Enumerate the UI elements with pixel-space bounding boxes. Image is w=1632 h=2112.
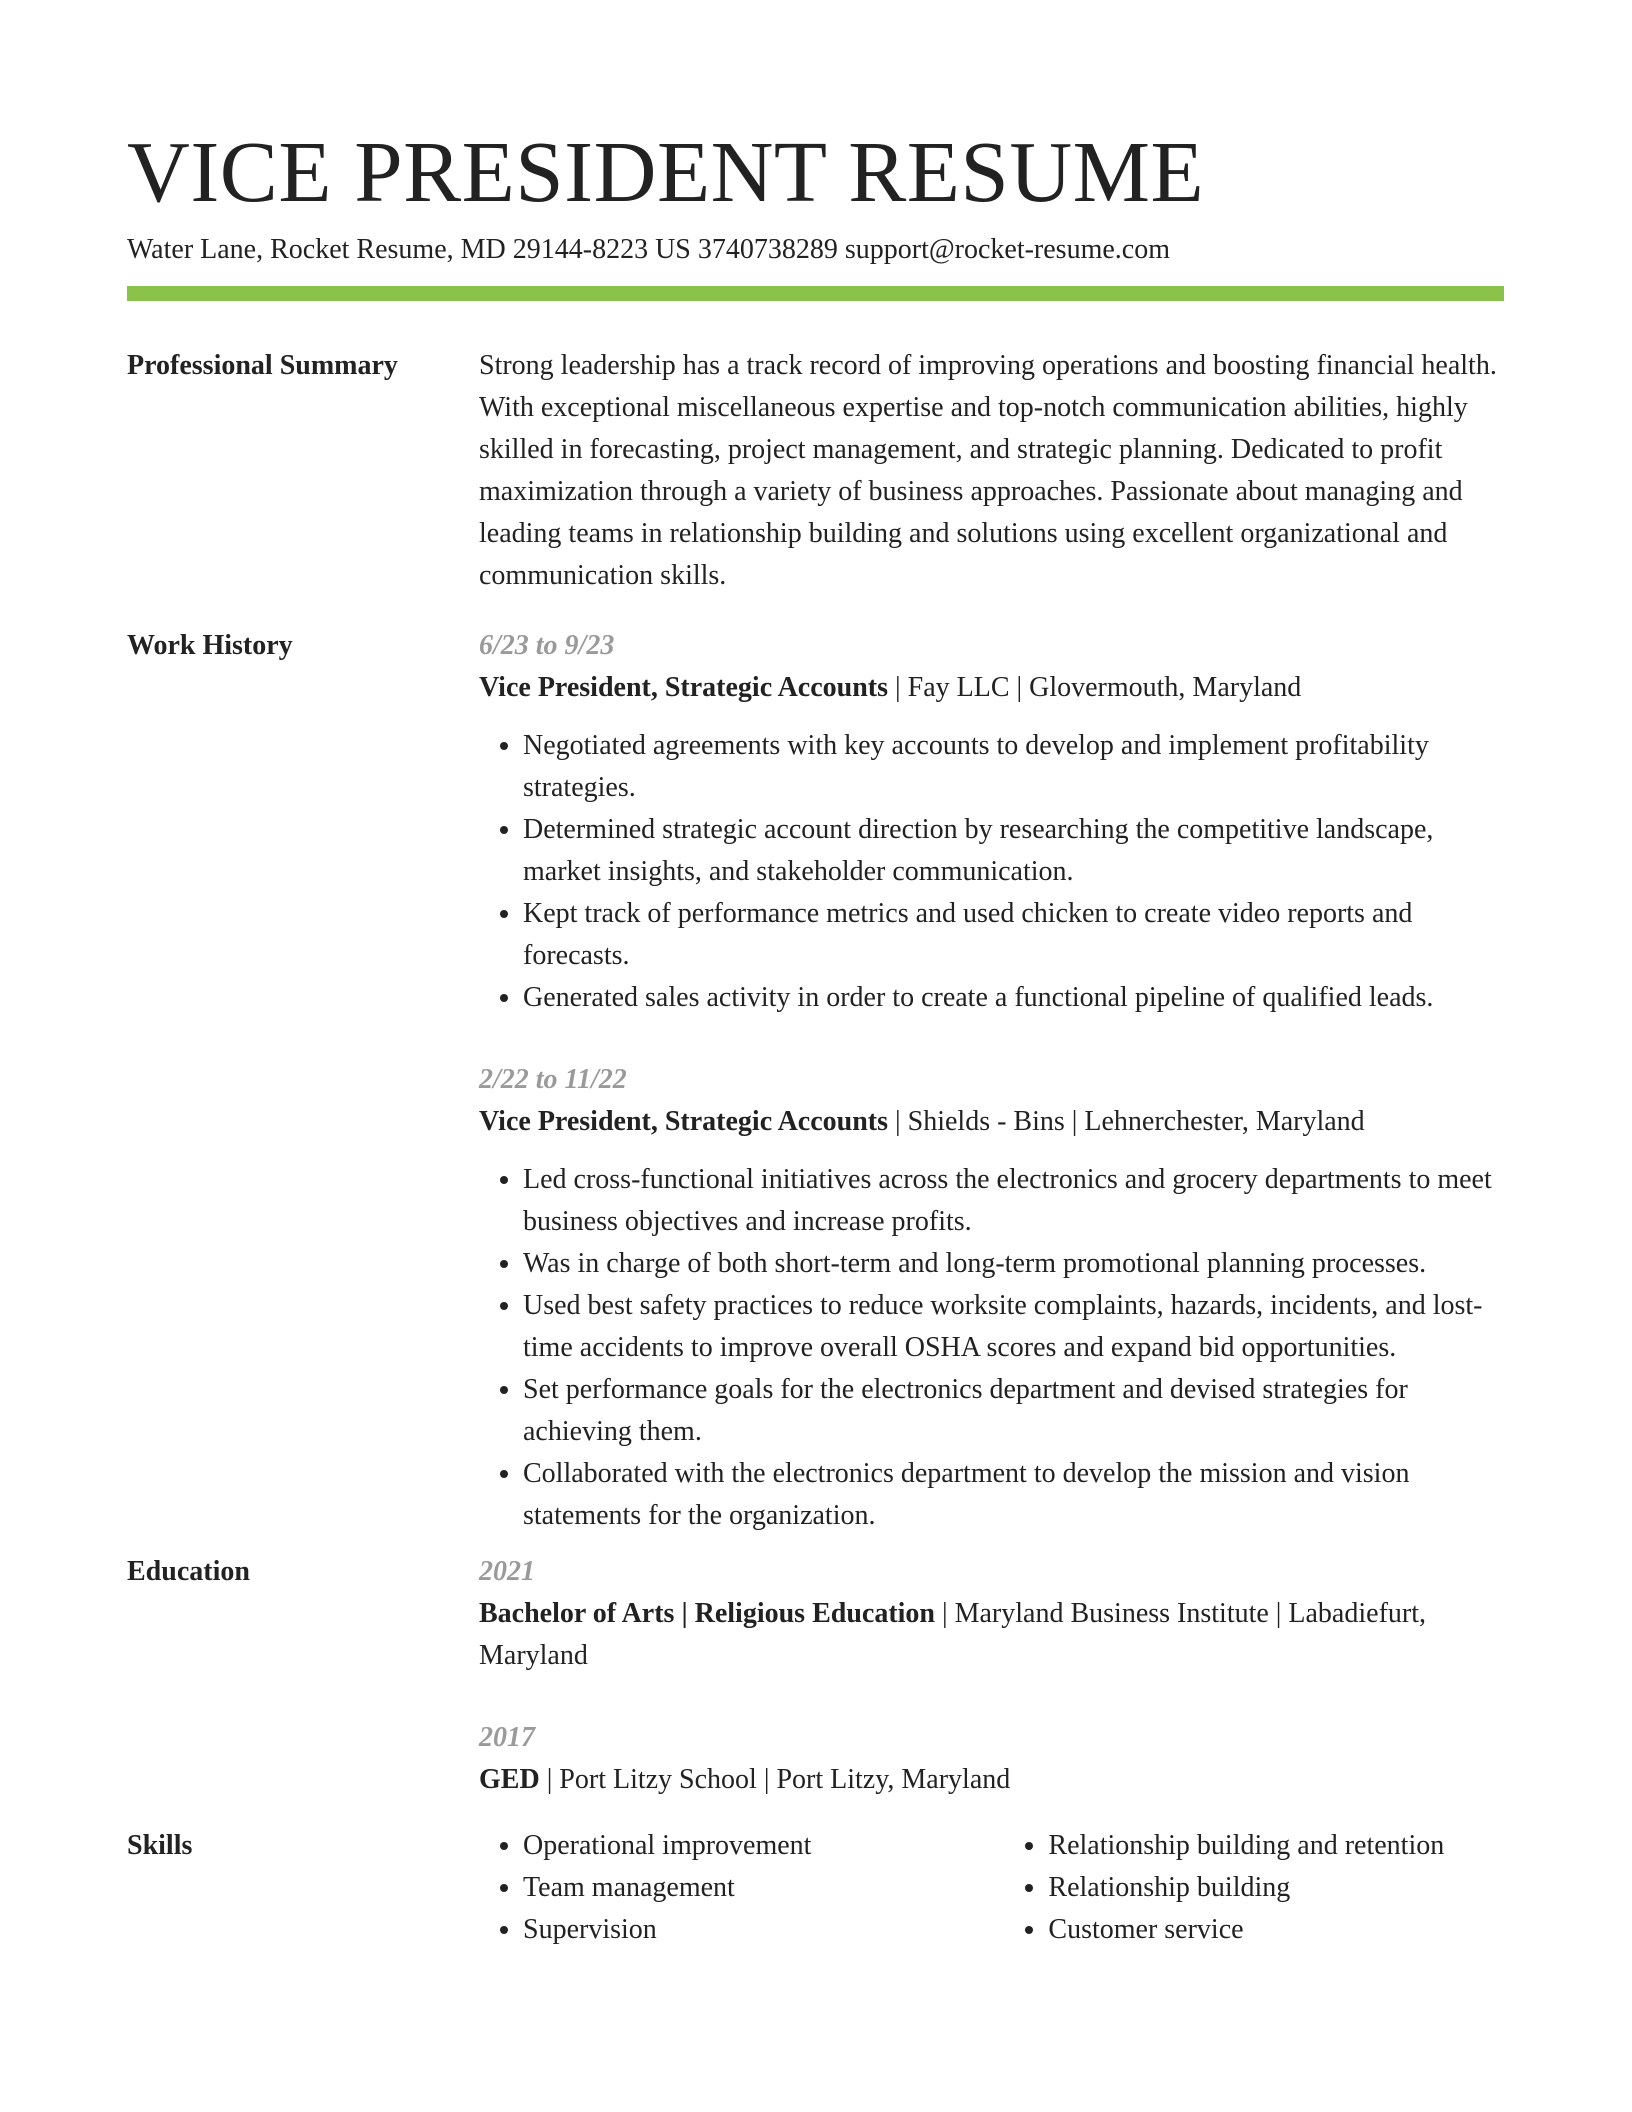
job-dates: 6/23 to 9/23 xyxy=(479,630,615,661)
job-bullet: • Determined strategic account direction by researching the competitive landscape, market insights, and stakeholder communication. xyxy=(523,809,1504,893)
education-degree: GED xyxy=(479,1764,540,1795)
job-bullet: • Was in charge of both short-term and long-term promotional planning processes. xyxy=(523,1243,1504,1285)
job-bullet: • Led cross-functional initiatives across the electronics and grocery departments to meet business objectives and increase profits. xyxy=(523,1159,1504,1243)
education-degree: Bachelor of Arts | Religious Education xyxy=(479,1598,935,1629)
education-line xyxy=(479,1759,1504,1801)
education-details: | Maryland Business Institute | Labadiefurt, Maryland xyxy=(479,1598,1426,1671)
skills-grid xyxy=(479,1825,1504,1951)
skill-item: • Customer service xyxy=(1048,1909,1504,1951)
summary-body xyxy=(479,345,1504,597)
work-history-body xyxy=(479,625,1504,1537)
skill-item: • Operational improvement xyxy=(523,1825,1004,1867)
job-bullet: • Used best safety practices to reduce worksite complaints, hazards, incidents, and lost-time accidents to improve overall OSHA scores and expand bid opportunities. xyxy=(523,1285,1504,1369)
contact-line: Water Lane, Rocket Resume, MD 29144-8223 US 3740738289 support@rocket-resume.com xyxy=(127,234,1170,265)
skill-item: • Team management xyxy=(523,1867,1004,1909)
job-role-line xyxy=(479,667,1504,709)
job-bullet: • Set performance goals for the electronics department and devised strategies for achieving them. xyxy=(523,1369,1504,1453)
job-entry xyxy=(479,625,1504,1019)
job-role-line xyxy=(479,1101,1504,1143)
job-bullets xyxy=(479,1159,1504,1537)
education-heading: Education xyxy=(127,1556,250,1587)
education-year: 2017 xyxy=(479,1722,535,1753)
skills-heading: Skills xyxy=(127,1830,193,1861)
education-line xyxy=(479,1593,1504,1677)
resume-title: VICE PRESIDENT RESUME xyxy=(127,123,1205,220)
skill-item: • Relationship building xyxy=(1048,1867,1504,1909)
job-entry xyxy=(479,1059,1504,1537)
job-title: Vice President, Strategic Accounts xyxy=(479,672,889,703)
job-bullet: • Kept track of performance metrics and used chicken to create video reports and forecasts. xyxy=(523,893,1504,977)
job-details: | Fay LLC | Glovermouth, Maryland xyxy=(888,672,1302,703)
accent-divider xyxy=(127,286,1504,301)
summary-text: Strong leadership has a track record of improving operations and boosting financial health. With exceptional miscellaneous expertise and top-notch communication abilities, highly skilled in forecasting, project management, and strategic planning. Dedicated to profit maximization through a variety of business approaches. Passionate about managing and leading teams in relationship building and solutions using excellent organizational and communication skills. xyxy=(479,350,1497,591)
summary-heading: Professional Summary xyxy=(127,350,398,381)
job-details: | Shields - Bins | Lehnerchester, Maryland xyxy=(888,1106,1365,1137)
education-year: 2021 xyxy=(479,1556,535,1587)
work-history-heading: Work History xyxy=(127,630,293,661)
skill-item: • Supervision xyxy=(523,1909,1004,1951)
entry-spacer xyxy=(479,1019,1504,1059)
entry-spacer xyxy=(479,1677,1504,1717)
job-bullet: • Collaborated with the electronics department to develop the mission and vision statements for the organization. xyxy=(523,1453,1504,1537)
education-details: | Port Litzy School | Port Litzy, Maryland xyxy=(539,1764,1011,1795)
skills-list-right xyxy=(1004,1825,1504,1951)
skills-list-left xyxy=(479,1825,1004,1951)
education-entry xyxy=(479,1717,1504,1801)
job-dates: 2/22 to 11/22 xyxy=(479,1064,627,1095)
education-entry xyxy=(479,1551,1504,1677)
job-title: Vice President, Strategic Accounts xyxy=(479,1106,889,1137)
skill-item: • Relationship building and retention xyxy=(1048,1825,1504,1867)
education-body xyxy=(479,1551,1504,1801)
job-bullet: • Generated sales activity in order to create a functional pipeline of qualified leads. xyxy=(523,977,1504,1019)
job-bullet: • Negotiated agreements with key accounts to develop and implement profitability strategies. xyxy=(523,725,1504,809)
skills-body xyxy=(479,1825,1504,1951)
job-bullets xyxy=(479,725,1504,1019)
